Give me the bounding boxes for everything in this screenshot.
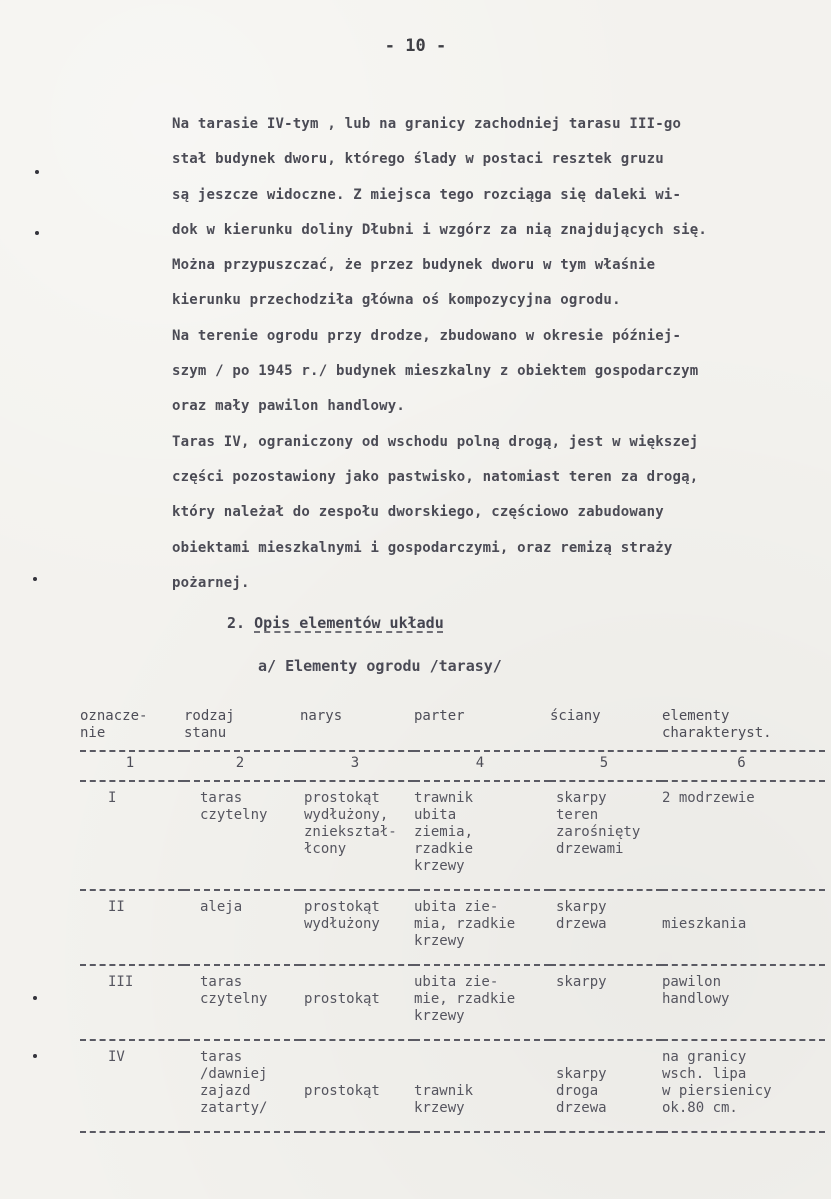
table-cell: ubita zie- mie, rzadkie krzewy <box>414 965 550 1040</box>
body-line: oraz mały pawilon handlowy. <box>172 398 405 415</box>
column-number: 6 <box>662 751 825 781</box>
page-number: - 10 - <box>384 36 447 56</box>
body-line: Taras IV, ograniczony od wschodu polną drogą, jest w większej <box>172 433 699 450</box>
section-title: Opis elementów układu <box>254 614 444 632</box>
table-cell: skarpy teren zarośnięty drzewami <box>550 781 662 890</box>
body-line: szym / po 1945 r./ budynek mieszkalny z obiektem gospodarczym <box>172 363 699 380</box>
table-cell: prostokąt wydłużony <box>300 890 414 965</box>
body-line: Na terenie ogrodu przy drodze, zbudowano w okresie później- <box>172 327 682 344</box>
table-cell: taras /dawniej zajazd zatarty/ <box>184 1040 300 1132</box>
table-column-numbers-row <box>80 751 825 781</box>
section-number: 2. <box>227 614 246 632</box>
subsection-heading: a/ Elementy ogrodu /tarasy/ <box>258 657 502 675</box>
margin-dot <box>33 577 37 581</box>
body-line: pożarnej. <box>172 574 250 591</box>
table-cell: pawilon handlowy <box>662 965 825 1040</box>
table-row <box>80 890 825 965</box>
table-cell: ubita zie- mia, rzadkie krzewy <box>414 890 550 965</box>
body-line: części pozostawiony jako pastwisko, natomiast teren za drogą, <box>172 468 699 485</box>
table-row <box>80 1040 825 1132</box>
body-line: który należał do zespołu dworskiego, częściowo zabudowany <box>172 504 664 521</box>
table-header-row <box>80 708 825 751</box>
body-line: dok w kierunku doliny Dłubni i wzgórz za nią znajdujących się. <box>172 221 707 238</box>
table-cell: prostokąt <box>300 1040 414 1132</box>
table-header: parter <box>414 708 550 751</box>
column-number: 1 <box>80 751 184 781</box>
table-cell: prostokąt wydłużony, zniekształ- łcony <box>300 781 414 890</box>
table-header: elementy charakteryst. <box>662 708 825 751</box>
column-number: 4 <box>414 751 550 781</box>
table-cell: III <box>80 965 184 1040</box>
body-line: są jeszcze widoczne. Z miejsca tego rozciąga się daleki wi- <box>172 186 682 203</box>
gardens-table <box>80 708 825 1133</box>
body-line: obiektami mieszkalnymi i gospodarczymi, oraz remizą straży <box>172 539 673 556</box>
table-row <box>80 781 825 890</box>
table-header: ściany <box>550 708 662 751</box>
table-header: rodzaj stanu <box>184 708 300 751</box>
table-cell: taras czytelny <box>184 781 300 890</box>
section-heading <box>227 614 444 632</box>
body-line: stał budynek dworu, którego ślady w postaci resztek gruzu <box>172 151 664 168</box>
table-cell: prostokąt <box>300 965 414 1040</box>
table-cell: skarpy <box>550 965 662 1040</box>
terrace-elements-table <box>80 708 825 1133</box>
body-line: kierunku przechodziła główna oś kompozycyjna ogrodu. <box>172 292 621 309</box>
table-cell: skarpy droga drzewa <box>550 1040 662 1132</box>
table-cell: II <box>80 890 184 965</box>
margin-dot <box>33 1054 37 1058</box>
table-row <box>80 965 825 1040</box>
column-number: 3 <box>300 751 414 781</box>
margin-dot <box>35 231 39 235</box>
table-cell: I <box>80 781 184 890</box>
margin-dot <box>33 996 37 1000</box>
table-cell: trawnik ubita ziemia, rzadkie krzewy <box>414 781 550 890</box>
table-cell: na granicy wsch. lipa w piersienicy ok.80 cm. <box>662 1040 825 1132</box>
column-number: 2 <box>184 751 300 781</box>
table-cell: mieszkania <box>662 890 825 965</box>
table-cell: 2 modrzewie <box>662 781 825 890</box>
table-cell: skarpy drzewa <box>550 890 662 965</box>
body-line: Można przypuszczać, że przez budynek dworu w tym właśnie <box>172 257 656 274</box>
table-cell: IV <box>80 1040 184 1132</box>
table-header: oznacze- nie <box>80 708 184 751</box>
table-cell: trawnik krzewy <box>414 1040 550 1132</box>
body-line: Na tarasie IV-tym , lub na granicy zachodniej tarasu III-go <box>172 116 682 132</box>
table-header: narys <box>300 708 414 751</box>
table-cell: aleja <box>184 890 300 965</box>
column-number: 5 <box>550 751 662 781</box>
body-paragraphs <box>172 107 812 601</box>
table-cell: taras czytelny <box>184 965 300 1040</box>
margin-dot <box>35 170 39 174</box>
